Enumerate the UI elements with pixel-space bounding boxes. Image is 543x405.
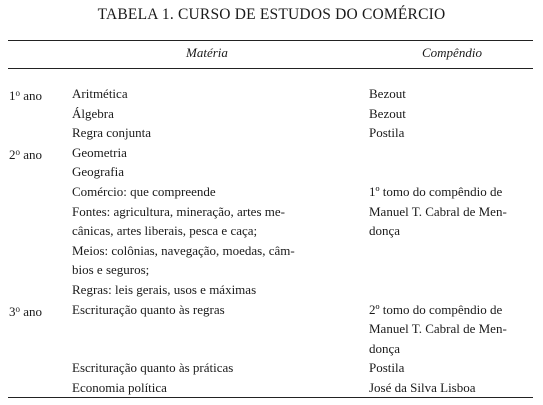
materia-cell: Regra conjunta: [72, 125, 152, 141]
year-cell: [9, 143, 42, 165]
table-row: [0, 378, 543, 398]
table-row: [0, 280, 543, 300]
year-suffix: ano: [20, 303, 43, 319]
table-row: [0, 104, 543, 124]
year-suffix: ano: [20, 88, 43, 103]
materia-cell: Economia política: [72, 379, 167, 395]
table-row: [0, 339, 543, 359]
year-cell: [9, 84, 42, 106]
table-row: [0, 319, 543, 339]
table-body: [0, 84, 543, 398]
year-suffix: ano: [20, 146, 43, 162]
materia-cell: cânicas, artes liberais, pesca e caça;: [72, 223, 258, 239]
year-number: 1: [9, 88, 16, 103]
top-rule: [8, 40, 533, 41]
table-row: [0, 300, 543, 320]
table-row: [0, 143, 543, 163]
compendio-cell: donça: [369, 340, 401, 356]
materia-cell: Fontes: agricultura, mineração, artes me-: [72, 203, 285, 219]
year-ordinal-mark: o: [15, 88, 20, 98]
compendio-cell: Bezout: [369, 105, 406, 121]
materia-cell: Meios: colônias, navegação, moedas, câm-: [72, 242, 295, 258]
table-row: [0, 182, 543, 202]
materia-cell: Escrituração quanto às práticas: [72, 360, 234, 376]
table-row: [0, 123, 543, 143]
table-row: [0, 162, 543, 182]
table-row: [0, 358, 543, 378]
table-row: [0, 260, 543, 280]
year-ordinal-mark: o: [15, 146, 20, 157]
materia-cell: bios e seguros;: [72, 262, 150, 278]
materia-cell: Regras: leis gerais, usos e máximas: [72, 281, 257, 297]
materia-cell: Aritmética: [72, 86, 128, 101]
materia-cell: Geometria: [72, 144, 127, 160]
compendio-cell: donça: [369, 223, 401, 239]
compendio-cell: 2º tomo do compêndio de: [369, 301, 503, 317]
materia-cell: Geografia: [72, 164, 124, 180]
table-row: [0, 202, 543, 222]
year-number: 2: [9, 146, 16, 162]
table-row: [0, 84, 543, 104]
table-title: TABELA 1. CURSO DE ESTUDOS DO COMÉRCIO: [97, 6, 446, 23]
table-row: [0, 241, 543, 261]
column-header-materia: Matéria: [186, 45, 228, 60]
materia-cell: Álgebra: [72, 105, 114, 121]
table-row: [0, 221, 543, 241]
header-rule: [8, 68, 533, 69]
compendio-cell: Bezout: [369, 86, 406, 101]
compendio-cell: Manuel T. Cabral de Men-: [369, 203, 507, 219]
bottom-rule: [8, 397, 533, 398]
compendio-cell: José da Silva Lisboa: [369, 379, 476, 395]
year-ordinal-mark: o: [15, 303, 20, 314]
compendio-cell: Postila: [369, 125, 405, 141]
materia-cell: Comércio: que compreende: [72, 183, 216, 199]
compendio-cell: 1º tomo do compêndio de: [369, 183, 503, 199]
year-number: 3: [9, 303, 16, 319]
compendio-cell: Postila: [369, 360, 405, 376]
compendio-cell: Manuel T. Cabral de Men-: [369, 321, 507, 337]
materia-cell: Escrituração quanto às regras: [72, 301, 225, 317]
year-cell: [9, 300, 42, 322]
column-header-compendio: Compêndio: [422, 45, 482, 60]
